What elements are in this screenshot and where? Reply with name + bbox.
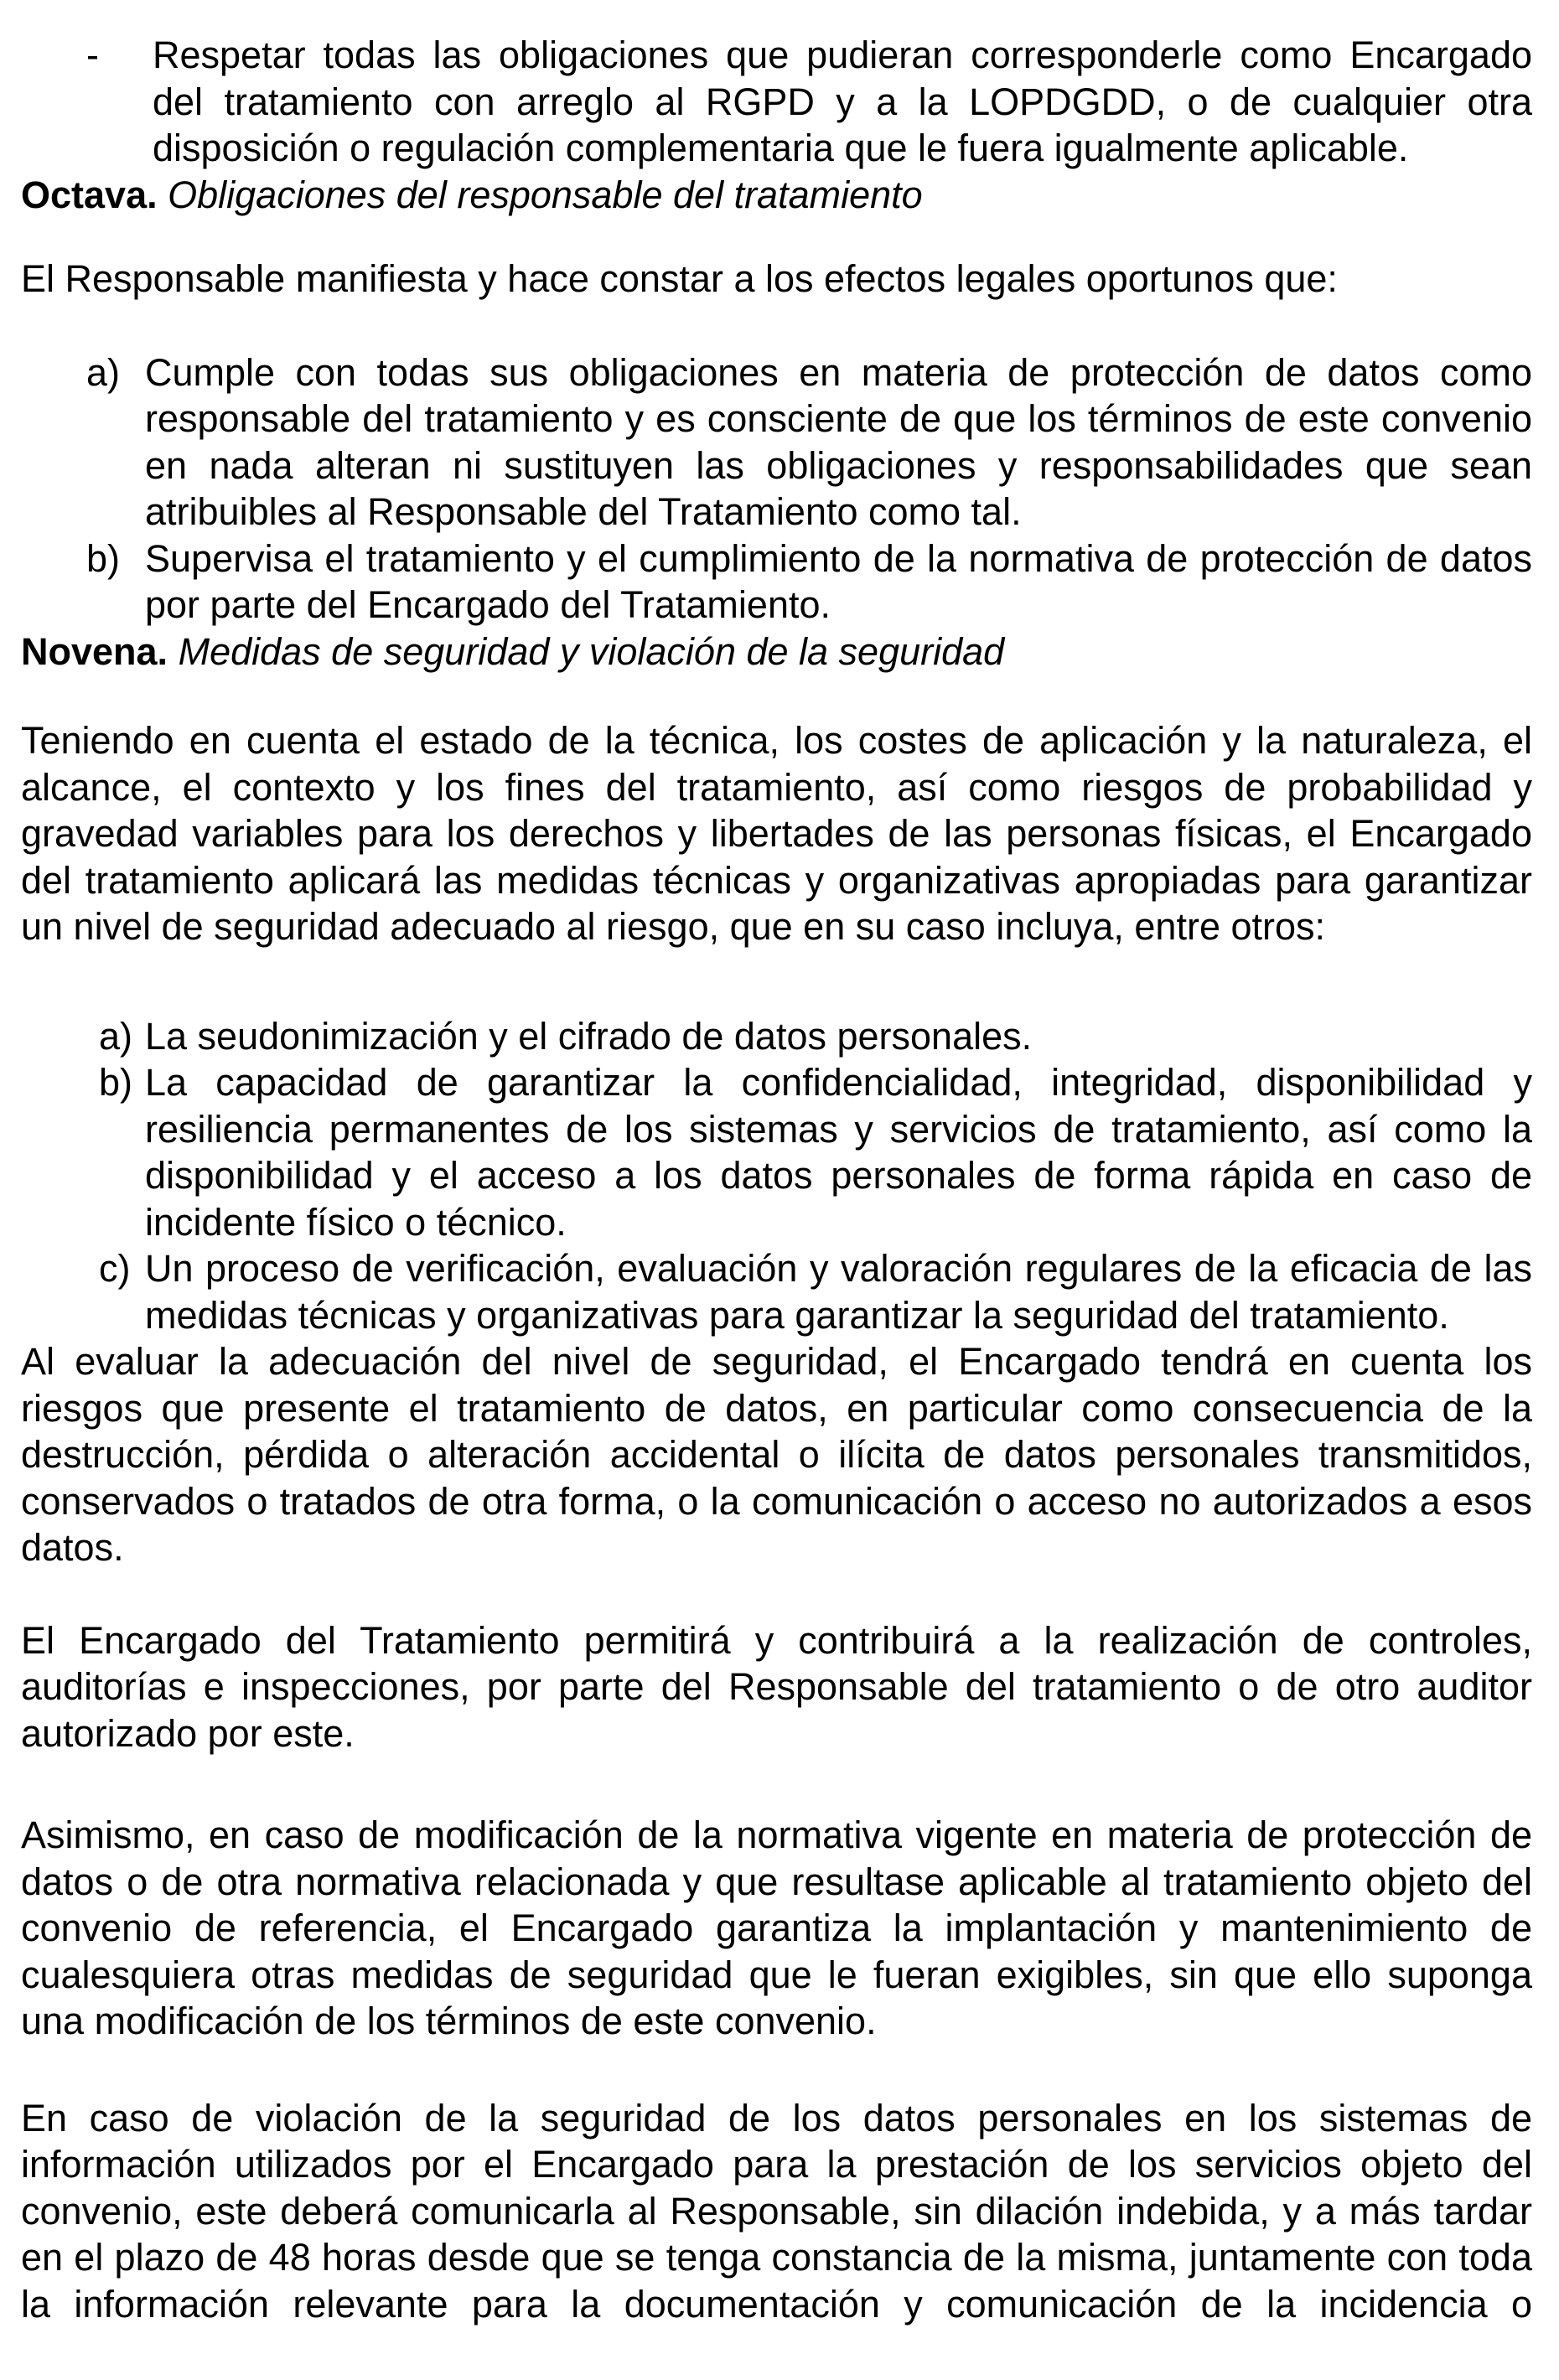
list-item-text: Supervisa el tratamiento y el cumplimiento de la normativa de protección de datos por parte del Encargado del Tratamiento. [145,536,1532,626]
paragraph-violacion-seguridad: En caso de violación de la seguridad de los datos personales en los sistemas de información utilizados por el Encargado para la prestación de los servicios objeto del convenio, este deberá comunicarla al Responsable, sin dilación indebida, y a más tardar en el plazo de 48 horas desde que se tenga constancia de la misma, juntamente con toda la información relevante para la documentación y comunicación de la incidencia o [21,2096,1532,2326]
list-item-capacidad [21,1059,1532,1245]
bullet-item-text: Respetar todas las obligaciones que pudieran corresponderle como Encargado del tratamiento con arreglo al RGPD y a la LOPDGDD, o de cualquier otra disposición o regulación complementaria que le fuera igualmente aplicable. [153,34,1532,169]
heading-novena [21,629,1532,675]
list-item-cumple [21,349,1532,536]
list-item-text: La capacidad de garantizar la confidencialidad, integridad, disponibilidad y resiliencia permanentes de los sistemas y servicios de tratamiento, así como la disponibilidad y el acceso a los datos personales de forma rápida en caso de incidente físico o técnico. [145,1061,1532,1244]
paragraph-auditorias: El Encargado del Tratamiento permitirá y contribuirá a la realización de controles, auditorías e inspecciones, por parte del Responsable del tratamiento o de otro auditor autorizado por este. [21,1618,1532,1755]
paragraph-teniendo-en-cuenta: Teniendo en cuenta el estado de la técnica, los costes de aplicación y la naturaleza, el alcance, el contexto y los fines del tratamiento, así como riesgos de probabilidad y gravedad variables para los derechos y libertades de las personas físicas, el Encargado del tratamiento aplicará las medidas técnicas y organizativas apropiadas para garantizar un nivel de seguridad adecuado al riesgo, que en su caso incluya, entre otros: [21,719,1532,948]
list-marker-a: a) [86,350,121,394]
heading-octava [21,172,1532,219]
list-marker-b: b) [86,536,121,580]
list-item-text: La seudonimización y el cifrado de datos personales. [145,1014,1033,1058]
heading-novena-title: Medidas de seguridad y violación de la seguridad [178,629,1005,673]
list-marker-b: b) [99,1061,133,1104]
paragraph-al-evaluar: Al evaluar la adecuación del nivel de seguridad, el Encargado tendrá en cuenta los riesgos que presente el tratamiento de datos, en particular como consecuencia de la destrucción, pérdida o alteración accidental o ilícita de datos personales transmitidos, conservados o tratados de otra forma, o la comunicación o acceso no autorizados a esos datos. [21,1340,1532,1569]
heading-octava-title: Obligaciones del responsable del tratamiento [168,173,923,216]
list-item-text: Un proceso de verificación, evaluación y valoración regulares de la eficacia de las medidas técnicas y organizativas para garantizar la seguridad del tratamiento. [145,1247,1532,1337]
dash-bullet-marker: - [86,34,99,76]
list-item-supervisa [21,536,1532,629]
bullet-item-respetar [21,32,1532,172]
paragraph-responsable-intro: El Responsable manifiesta y hace constar a los efectos legales oportunos que: [21,257,1338,300]
list-item-proceso-verificacion [21,1245,1532,1338]
list-obligaciones-responsable [21,349,1532,629]
list-marker-c: c) [99,1247,131,1290]
list-item-text: Cumple con todas sus obligaciones en materia de protección de datos como responsable del tratamiento y es consciente de que los términos de este convenio en nada alteran ni sustituyen las obligaciones y responsabilidades que sean atribuibles al Responsable del Tratamiento como tal. [145,350,1532,533]
heading-octava-number: Octava. [21,173,158,216]
heading-novena-number: Novena. [21,629,168,673]
list-item-seudonimizacion [21,1013,1532,1060]
list-marker-a: a) [99,1014,133,1058]
list-medidas-seguridad [21,1013,1532,1339]
paragraph-asimismo: Asimismo, en caso de modificación de la normativa vigente en materia de protección de datos o de otra normativa relacionada y que resultase aplicable al tratamiento objeto del convenio de referencia, el Encargado garantiza la implantación y mantenimiento de cualesquiera otras medidas de seguridad que le fueran exigibles, sin que ello suponga una modificación de los términos de este convenio. [21,1813,1532,2042]
